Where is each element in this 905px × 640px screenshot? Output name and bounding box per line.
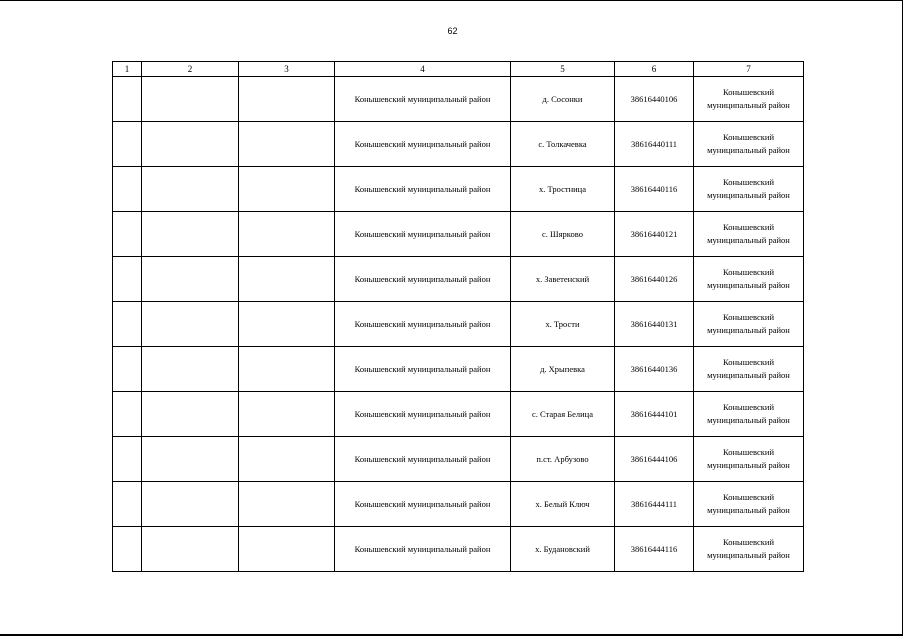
cell-col7 [694,257,804,302]
cell-col7 [694,347,804,392]
cell-col3 [239,347,335,392]
cell-settlement: д. Хрыпевка [511,347,615,392]
cell-col2 [142,482,239,527]
table-body [113,77,804,572]
cell-col3 [239,122,335,167]
cell-col3 [239,77,335,122]
cell-code: 38616440116 [615,167,694,212]
cell-col2 [142,392,239,437]
cell-col7-line1: Конышевский [722,357,775,367]
cell-col3 [239,437,335,482]
cell-col7-line1: Конышевский [722,312,775,322]
cell-district: Конышевский муниципальный район [335,122,511,167]
cell-col1 [113,77,142,122]
column-header: 5 [511,62,615,77]
cell-col7-line2: муниципальный район [707,145,790,155]
cell-col1 [113,392,142,437]
cell-col1 [113,302,142,347]
cell-col2 [142,347,239,392]
cell-code: 38616440111 [615,122,694,167]
cell-col1 [113,167,142,212]
cell-col3 [239,167,335,212]
cell-col3 [239,257,335,302]
cell-col7-line2: муниципальный район [707,460,790,470]
cell-district: Конышевский муниципальный район [335,302,511,347]
cell-col7-line2: муниципальный район [707,190,790,200]
cell-col7-line1: Конышевский [722,222,775,232]
cell-col2 [142,302,239,347]
cell-col2 [142,212,239,257]
cell-district: Конышевский муниципальный район [335,392,511,437]
table-row [113,347,804,392]
cell-code: 38616440106 [615,77,694,122]
cell-code: 38616444111 [615,482,694,527]
table-row [113,212,804,257]
table-row [113,302,804,347]
cell-col7-line1: Конышевский [722,447,775,457]
cell-col2 [142,77,239,122]
table-row [113,77,804,122]
cell-col7-line2: муниципальный район [707,415,790,425]
cell-col1 [113,437,142,482]
table-row [113,167,804,212]
table-row [113,122,804,167]
cell-col2 [142,257,239,302]
cell-col7 [694,437,804,482]
cell-col2 [142,122,239,167]
table-row [113,392,804,437]
header-row [113,62,804,77]
table-row [113,437,804,482]
cell-district: Конышевский муниципальный район [335,527,511,572]
cell-col7-line1: Конышевский [722,177,775,187]
cell-settlement: с. Шярково [511,212,615,257]
column-header: 1 [113,62,142,77]
cell-col7-line2: муниципальный район [707,100,790,110]
cell-district: Конышевский муниципальный район [335,347,511,392]
cell-col1 [113,347,142,392]
cell-district: Конышевский муниципальный район [335,437,511,482]
cell-district: Конышевский муниципальный район [335,482,511,527]
cell-code: 38616440136 [615,347,694,392]
column-header: 2 [142,62,239,77]
cell-col1 [113,527,142,572]
cell-col7 [694,167,804,212]
cell-col7-line2: муниципальный район [707,505,790,515]
cell-col7-line1: Конышевский [722,267,775,277]
cell-col3 [239,482,335,527]
cell-col3 [239,212,335,257]
cell-col2 [142,437,239,482]
cell-col7-line1: Конышевский [722,132,775,142]
cell-col1 [113,212,142,257]
column-header: 6 [615,62,694,77]
cell-col7 [694,527,804,572]
cell-col7-line2: муниципальный район [707,325,790,335]
cell-district: Конышевский муниципальный район [335,167,511,212]
cell-code: 38616440121 [615,212,694,257]
cell-code: 38616440131 [615,302,694,347]
cell-col7 [694,212,804,257]
cell-settlement: д. Сосонки [511,77,615,122]
table-row [113,482,804,527]
cell-code: 38616444116 [615,527,694,572]
cell-col7-line2: муниципальный район [707,235,790,245]
cell-code: 38616440126 [615,257,694,302]
cell-col3 [239,527,335,572]
cell-col7 [694,302,804,347]
cell-col7-line1: Конышевский [722,402,775,412]
cell-col2 [142,167,239,212]
column-header: 3 [239,62,335,77]
cell-district: Конышевский муниципальный район [335,257,511,302]
cell-col7-line2: муниципальный район [707,370,790,380]
cell-col7 [694,122,804,167]
cell-code: 38616444106 [615,437,694,482]
cell-col7-line1: Конышевский [722,492,775,502]
table-header [113,62,804,77]
cell-col7 [694,482,804,527]
page-number: 62 [447,26,458,36]
cell-settlement: п.ст. Арбузово [511,437,615,482]
cell-col3 [239,302,335,347]
cell-col2 [142,527,239,572]
cell-district: Конышевский муниципальный район [335,212,511,257]
cell-district: Конышевский муниципальный район [335,77,511,122]
cell-col3 [239,392,335,437]
cell-settlement: х. Белый Ключ [511,482,615,527]
column-header: 7 [694,62,804,77]
cell-settlement: х. Трости [511,302,615,347]
cell-col1 [113,257,142,302]
cell-settlement: с. Толкачевка [511,122,615,167]
cell-col1 [113,482,142,527]
cell-col7 [694,77,804,122]
cell-col7-line2: муниципальный район [707,550,790,560]
registry-table [112,61,804,572]
table-row [113,527,804,572]
cell-settlement: с. Старая Белица [511,392,615,437]
cell-settlement: х. Тростница [511,167,615,212]
cell-col7-line1: Конышевский [722,537,775,547]
cell-settlement: х. Будановский [511,527,615,572]
column-header: 4 [335,62,511,77]
cell-code: 38616444101 [615,392,694,437]
cell-col7 [694,392,804,437]
table-row [113,257,804,302]
cell-settlement: х. Заветенский [511,257,615,302]
cell-col7-line1: Конышевский [722,87,775,97]
cell-col1 [113,122,142,167]
cell-col7-line2: муниципальный район [707,280,790,290]
